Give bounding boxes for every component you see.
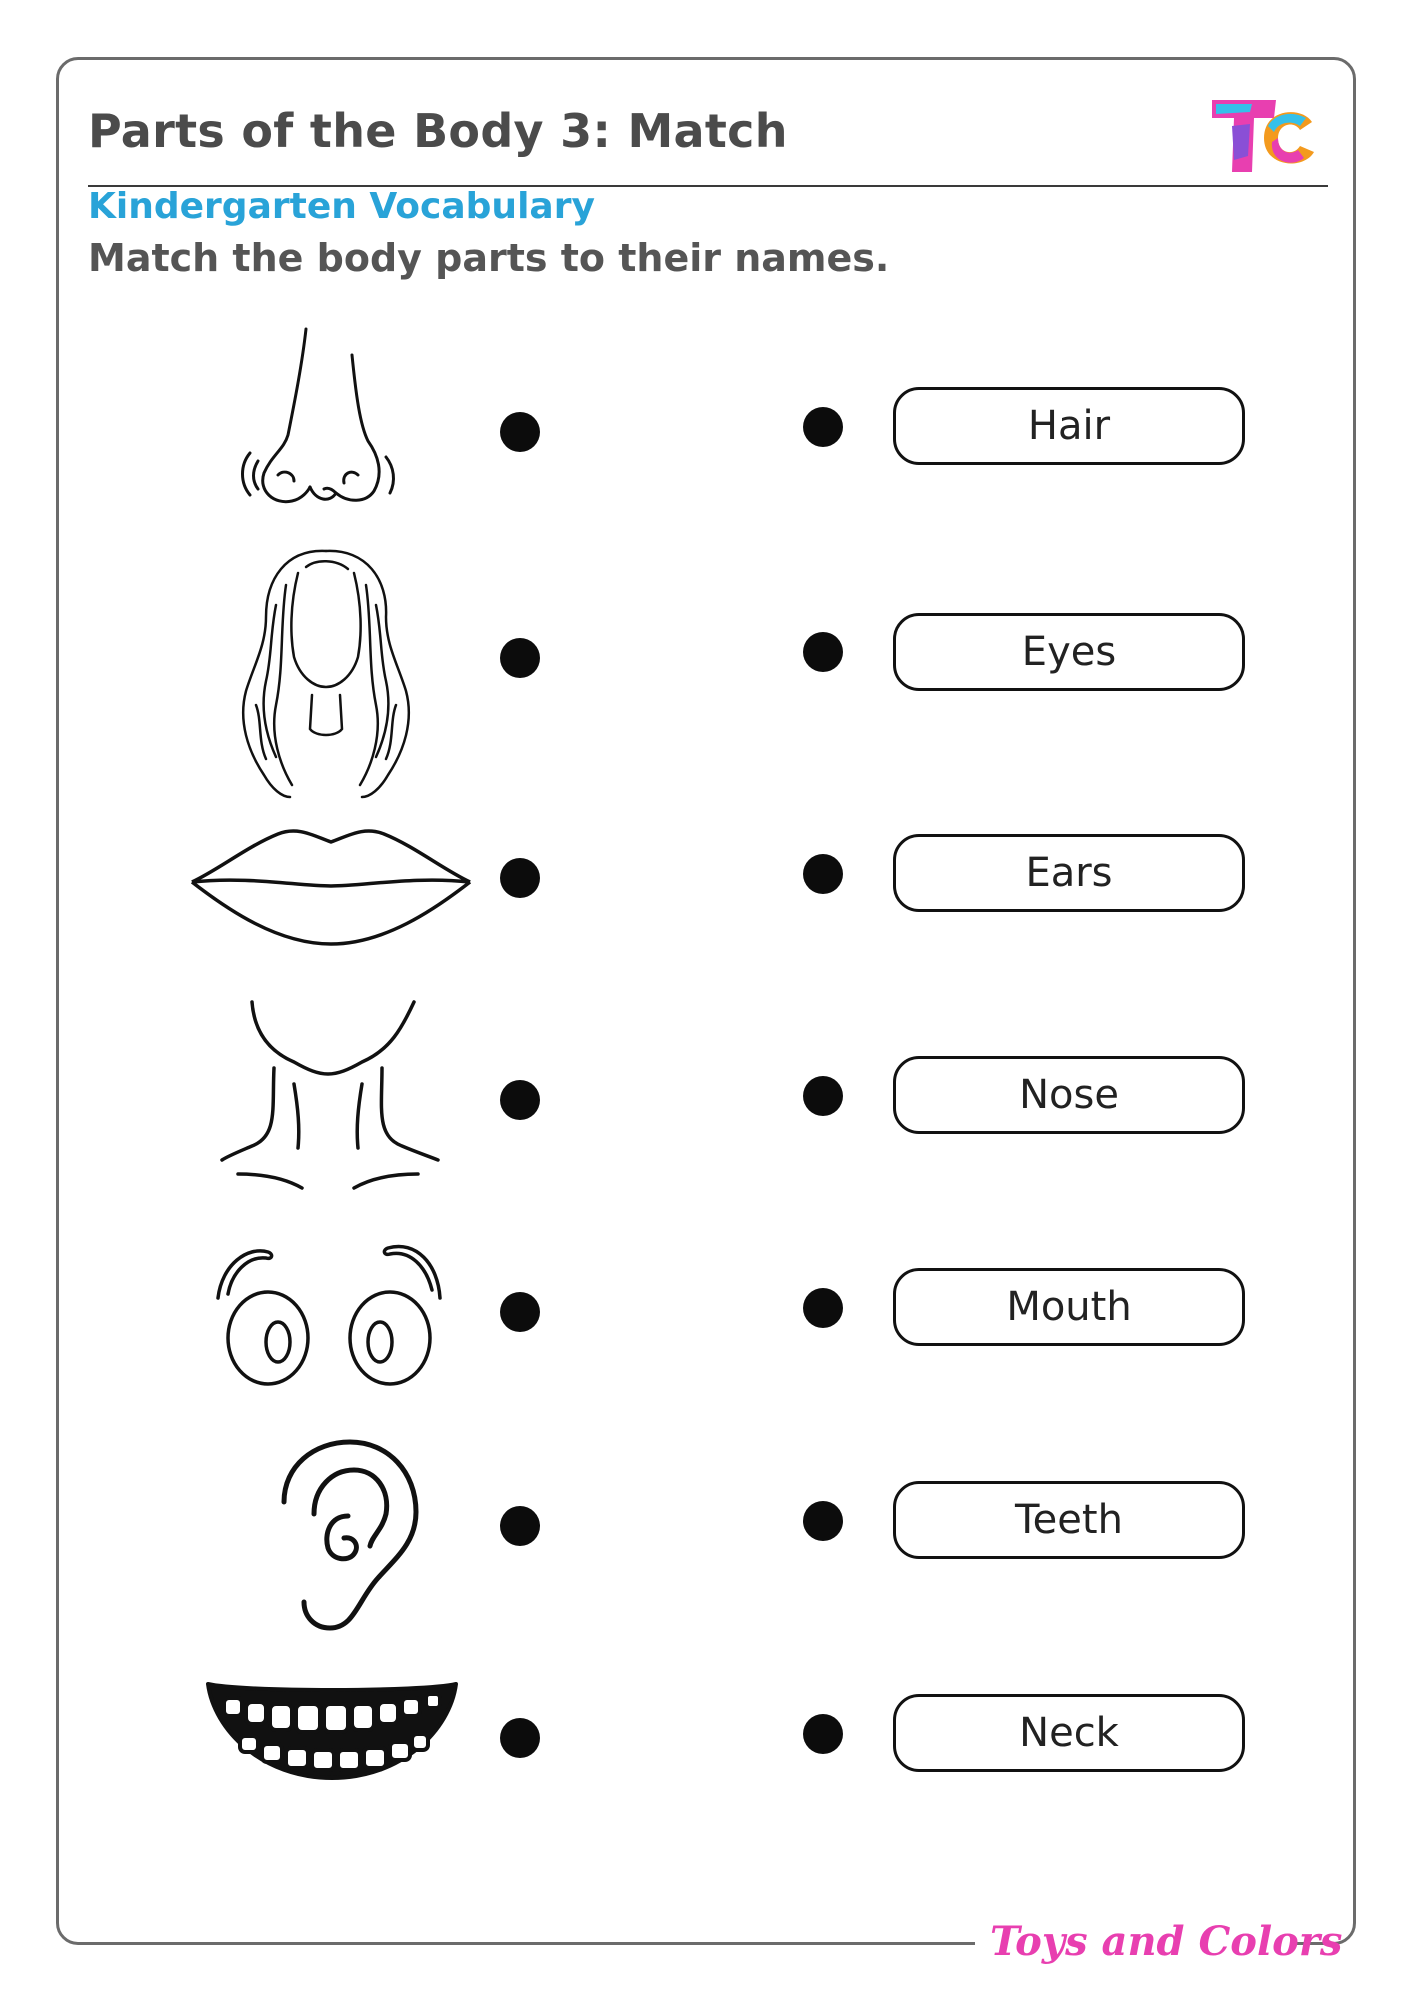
right-dot[interactable]	[803, 1714, 843, 1754]
hair-picture	[236, 545, 416, 801]
right-dot[interactable]	[803, 632, 843, 672]
left-dot[interactable]	[500, 412, 540, 452]
teeth-picture	[202, 1680, 462, 1784]
right-dot[interactable]	[803, 1076, 843, 1116]
lips-picture	[188, 826, 474, 950]
tc-logo	[1212, 96, 1320, 176]
word-box-teeth[interactable]: Teeth	[893, 1481, 1245, 1559]
word-box-nose[interactable]: Nose	[893, 1056, 1245, 1134]
left-dot[interactable]	[500, 1292, 540, 1332]
right-dot[interactable]	[803, 407, 843, 447]
word-box-eyes[interactable]: Eyes	[893, 613, 1245, 691]
left-dot[interactable]	[500, 1718, 540, 1758]
left-dot[interactable]	[500, 1080, 540, 1120]
right-dot[interactable]	[803, 854, 843, 894]
left-dot[interactable]	[500, 858, 540, 898]
eyes-picture	[212, 1234, 448, 1400]
word-box-mouth[interactable]: Mouth	[893, 1268, 1245, 1346]
word-box-neck[interactable]: Neck	[893, 1694, 1245, 1772]
nose-picture	[232, 325, 408, 515]
word-box-ears[interactable]: Ears	[893, 834, 1245, 912]
left-dot[interactable]	[500, 1506, 540, 1546]
ear-picture	[274, 1438, 420, 1634]
word-box-hair[interactable]: Hair	[893, 387, 1245, 465]
right-dot[interactable]	[803, 1288, 843, 1328]
left-dot[interactable]	[500, 638, 540, 678]
worksheet-title: Parts of the Body 3: Match	[88, 104, 788, 158]
worksheet-instruction: Match the body parts to their names.	[88, 236, 890, 280]
neck-picture	[218, 998, 448, 1196]
footer-brand: Toys and Colors	[990, 1918, 1343, 1965]
right-dot[interactable]	[803, 1501, 843, 1541]
worksheet-subtitle: Kindergarten Vocabulary	[88, 186, 595, 227]
